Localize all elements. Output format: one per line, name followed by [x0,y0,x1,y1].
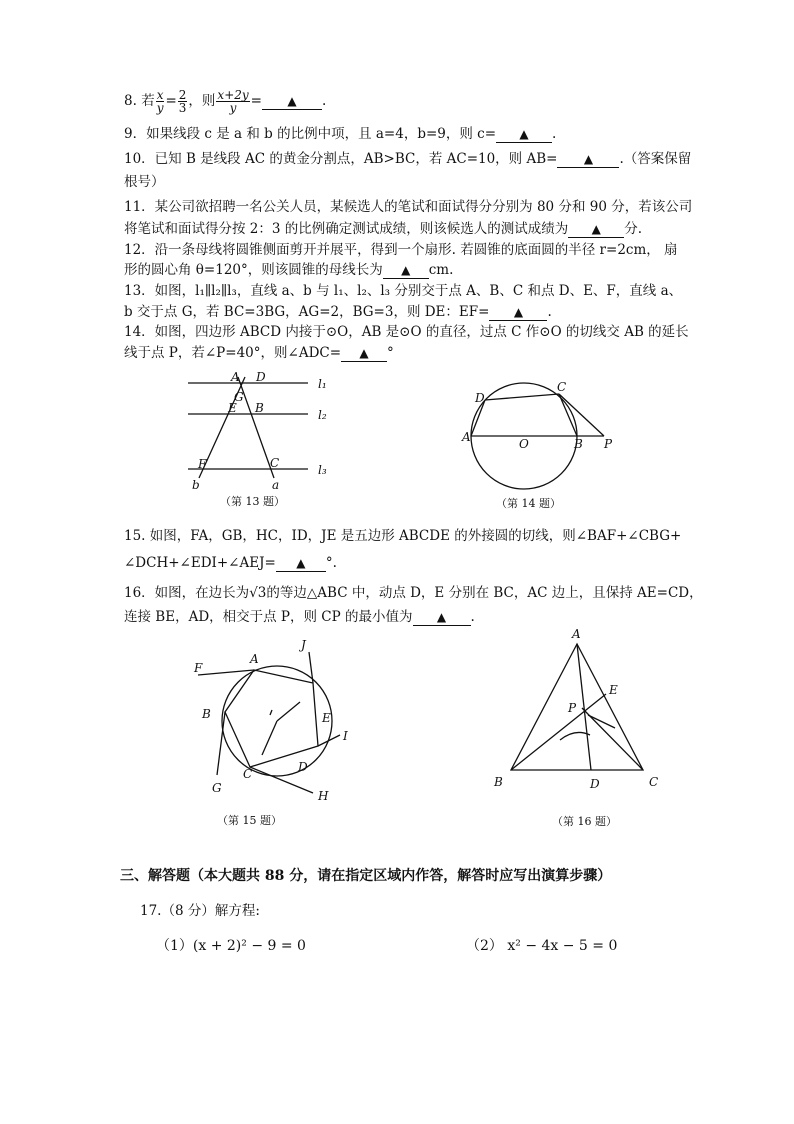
segment-CP [582,708,643,770]
caption-14: （第 14 题） [496,497,561,510]
question-14-line2: 线于点 P，若∠P=40°，则∠ADC= ▲ ° [124,345,394,361]
section-3-header: 三、解答题（本大题共 88 分，请在指定区域内作答，解答时应写出演算步骤） [120,868,612,884]
label-D: D [256,370,266,384]
question-14-line1: 14．如图，四边形 ABCD 内接于⊙O，AB 是⊙O 的直径，过点 C 作⊙O 的切线交 AB 的延长 [124,324,689,340]
label-I: I [343,729,348,743]
label-C: C [649,775,659,789]
label-G: G [234,390,244,404]
caption-13: （第 13 题） [220,495,285,508]
answer-blank-16[interactable]: ▲ [413,609,471,626]
label-F: F [194,661,203,675]
label-A: A [250,652,259,666]
label-O: O [519,437,529,451]
question-17-part1: （1）(x + 2)² − 9 = 0 [156,938,306,954]
label-B: B [202,707,211,721]
answer-blank-14[interactable]: ▲ [341,345,387,362]
question-8: 8. 若 $\frac{x}{y}$ = $\frac{2}{3}$ ，则 $\frac{x+2y}{y}$ = ▲ . [124,88,327,115]
question-15-line1: 15. 如图，FA，GB，HC，ID，JE 是五边形 ABCDE 的外接圆的切线，则∠BAF+∠CBG+ [124,528,682,544]
label-A: A [572,627,581,641]
question-10-cont: 根号） [124,174,165,190]
label-D: D [298,760,308,774]
question-13-line2: b 交于点 G，若 BC=3BG，AG=2，BG=3，则 DE：EF= ▲ . [124,304,552,320]
question-9: 9．如果线段 c 是 a 和 b 的比例中项，且 a=4，b=9，则 c= ▲ . [124,126,557,142]
triangle-ABC [511,644,643,770]
caption-16: （第 16 题） [552,815,617,828]
label-D: D [475,391,485,405]
question-11-line2: 将笔试和面试得分按 2：3 的比例确定测试成绩，则该候选人的测试成绩为 ▲ 分. [124,221,643,237]
label-E: E [228,401,237,415]
label-l2: l₂ [318,408,327,422]
label-E: E [609,683,618,697]
answer-blank-11[interactable]: ▲ [568,221,624,238]
label-F: F [198,457,207,471]
label-a: a [272,478,280,492]
question-15-line2: ∠DCH+∠EDI+∠AEJ= ▲ °. [124,555,337,571]
arc-mark [560,732,590,740]
question-13-line1: 13．如图，l₁∥l₂∥l₃，直线 a、b 与 l₁、l₂、l₃ 分别交于点 A、B、C 和点 D、E、F，直线 a、 [124,283,683,299]
label-l1: l₁ [318,377,327,391]
label-G: G [212,781,222,795]
answer-blank-9[interactable]: ▲ [496,126,552,143]
segment-BE [511,694,606,770]
label-D: D [590,777,600,791]
label-H: H [318,789,329,803]
label-l3: l₃ [318,463,327,477]
label-C: C [243,767,253,781]
label-B: B [494,775,503,789]
answer-blank-15[interactable]: ▲ [276,555,326,572]
fraction-2-over-3: $\frac{2}{3}$ [178,88,187,115]
label-J: J [301,638,306,652]
answer-blank-13[interactable]: ▲ [489,304,547,321]
question-11-line1: 11．某公司欲招聘一名公关人员，某候选人的笔试和面试得分分别为 80 分和 90 分，若该公司 [124,199,693,215]
label-A: A [231,370,240,384]
question-16-line1: 16．如图，在边长为√3的等边△ABC 中，动点 D，E 分别在 BC，AC 边上，且保持 AE=CD， [124,585,703,601]
question-12-line1: 12．沿一条母线将圆锥侧面剪开并展平，得到一个扇形. 若圆锥的底面圆的半径 r=2cm， 扇 [124,242,678,258]
label-B: B [574,437,583,451]
question-12-line2: 形的圆心角 θ=120°，则该圆锥的母线长为 ▲ cm. [124,262,454,278]
label-A: A [462,430,471,444]
question-17-title: 17.（8 分）解方程: [140,903,260,919]
question-10: 10．已知 B 是线段 AC 的黄金分割点，AB>BC，若 AC=10，则 AB= ▲ .（答案保留 [124,151,692,167]
aux-line [588,715,615,728]
label-C: C [557,380,567,394]
label-P: P [604,437,613,451]
fraction-x-over-y: $\frac{x}{y}$ [156,88,164,115]
question-16-line2: 连接 BE，AD，相交于点 P，则 CP 的最小值为 ▲ . [124,609,475,625]
label-E: E [322,711,331,725]
label-B: B [255,401,264,415]
label-P: P [568,701,577,715]
fraction-expression: $\frac{x+2y}{y}$ [217,88,249,115]
question-17-part2: （2） x² − 4x − 5 = 0 [466,938,618,954]
answer-blank-10[interactable]: ▲ [557,151,619,168]
caption-15: （第 15 题） [217,814,282,827]
label-b: b [192,478,200,492]
answer-blank-8[interactable]: ▲ [262,93,322,110]
answer-blank-12[interactable]: ▲ [383,262,429,279]
label-C: C [270,456,280,470]
